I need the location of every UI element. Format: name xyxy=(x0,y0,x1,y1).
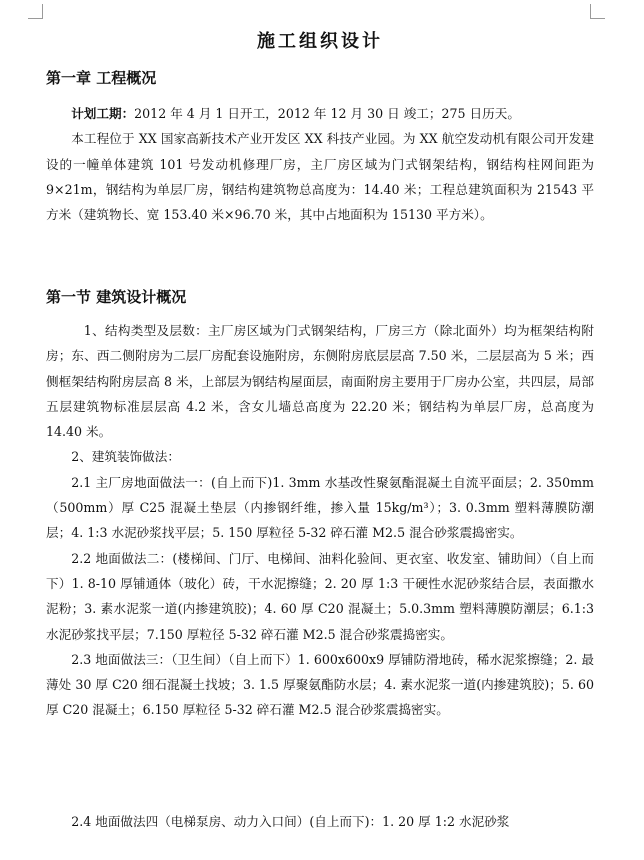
design-block xyxy=(46,318,594,723)
floor-method-3-paragraph: 2.3 地面做法三：（卫生间）（自上而下）1. 600x600x9 厚铺防滑地砖，稀水泥浆擦缝；2. 最薄处 30 厚 C20 细石混凝土找坡；3. 1.5 厚聚氨酯防水层；4. 素水泥浆一道(内掺建筑胶)；5. 60 厚 C20 混凝土；6.150 厚粒径 5-32 碎石灌 M2.5 混合砂浆震捣密实。 xyxy=(46,651,594,718)
schedule-text: 2012 年 4 月 1 日开工，2012 年 12 月 30 日 竣工；275 日历天。 xyxy=(134,106,520,121)
chapter-heading: 第一章 工程概况 xyxy=(46,69,157,87)
floor-method-1-paragraph: 2.1 主厂房地面做法一：(自上而下)1. 3mm 水基改性聚氨酯混凝土自流平面层；2. 350mm（500mm）厚 C25 混凝土垫层（内掺钢纤维，掺入量 15kg/m³）；3. 0.3mm 塑料薄膜防潮层；4. 1:3 水泥砂浆找平层；5. 150 厚粒径 5-32 碎石灌 M2.5 混合砂浆震捣密实。 xyxy=(46,474,594,541)
floor-method-4-paragraph: 2.4 地面做法四（电梯泵房、动力入口间）(自上而下)：1. 20 厚 1:2 水泥砂浆 xyxy=(71,814,510,829)
section-heading: 第一节 建筑设计概况 xyxy=(46,288,187,306)
document-title: 施工组织设计 xyxy=(257,31,383,52)
finish-heading-paragraph: 2、建筑装饰做法： xyxy=(71,449,180,465)
schedule-label: 计划工期： xyxy=(71,106,135,121)
structure-paragraph: 1、结构类型及层数：主厂房区域为门式钢架结构，厂房三方（除北面外）均为框架结构附房；东、西二侧附房为二层厂房配套设施附房，东侧附房底层层高 7.50 米，二层层高为 5 米；西侧框架结构附房层高 8 米，上部层为钢结构屋面层，南面附房主要用于厂房办公室，共四层，局部五层建筑物标准层层高 4.2 米，含女儿墙总高度为 22.20 米；钢结构为单层厂房，总高度为 14.40 米。 xyxy=(46,323,594,440)
overview-paragraph: 本工程位于 XX 国家高新技术产业开发区 XX 科技产业园。为 XX 航空发动机有限公司开发建设的一幢单体建筑 101 号发动机修理厂房，主厂房区域为门式钢架结构，钢结构柱网间距为 9×21m，钢结构为单层厂房，钢结构建筑物总高度为：14.40 米；工程总建筑面积为 21543 平方米（建筑物长、宽 153.40 米×96.70 米，其中占地面积为 15130 平方米）。 xyxy=(46,131,594,223)
continuation-block xyxy=(46,809,594,834)
overview-block xyxy=(46,101,594,227)
page-corner-mark xyxy=(590,4,605,19)
floor-method-2-paragraph: 2.2 地面做法二：(楼梯间、门厅、电梯间、油料化验间、更衣室、收发室、铺助间）（自上而下）1. 8-10 厚铺通体（玻化）砖，干水泥擦缝；2. 20 厚 1:3 干硬性水泥砂浆结合层，表面撒水泥粉；3. 素水泥浆一道(内掺建筑胶)；4. 60 厚 C20 混凝土；5.0.3mm 塑料薄膜防潮层；6.1:3 水泥砂浆找平层；7.150 厚粒径 5-32 碎石灌 M2.5 混合砂浆震捣密实。 xyxy=(46,550,594,642)
schedule-paragraph xyxy=(46,101,594,126)
page-corner-mark xyxy=(28,4,43,19)
